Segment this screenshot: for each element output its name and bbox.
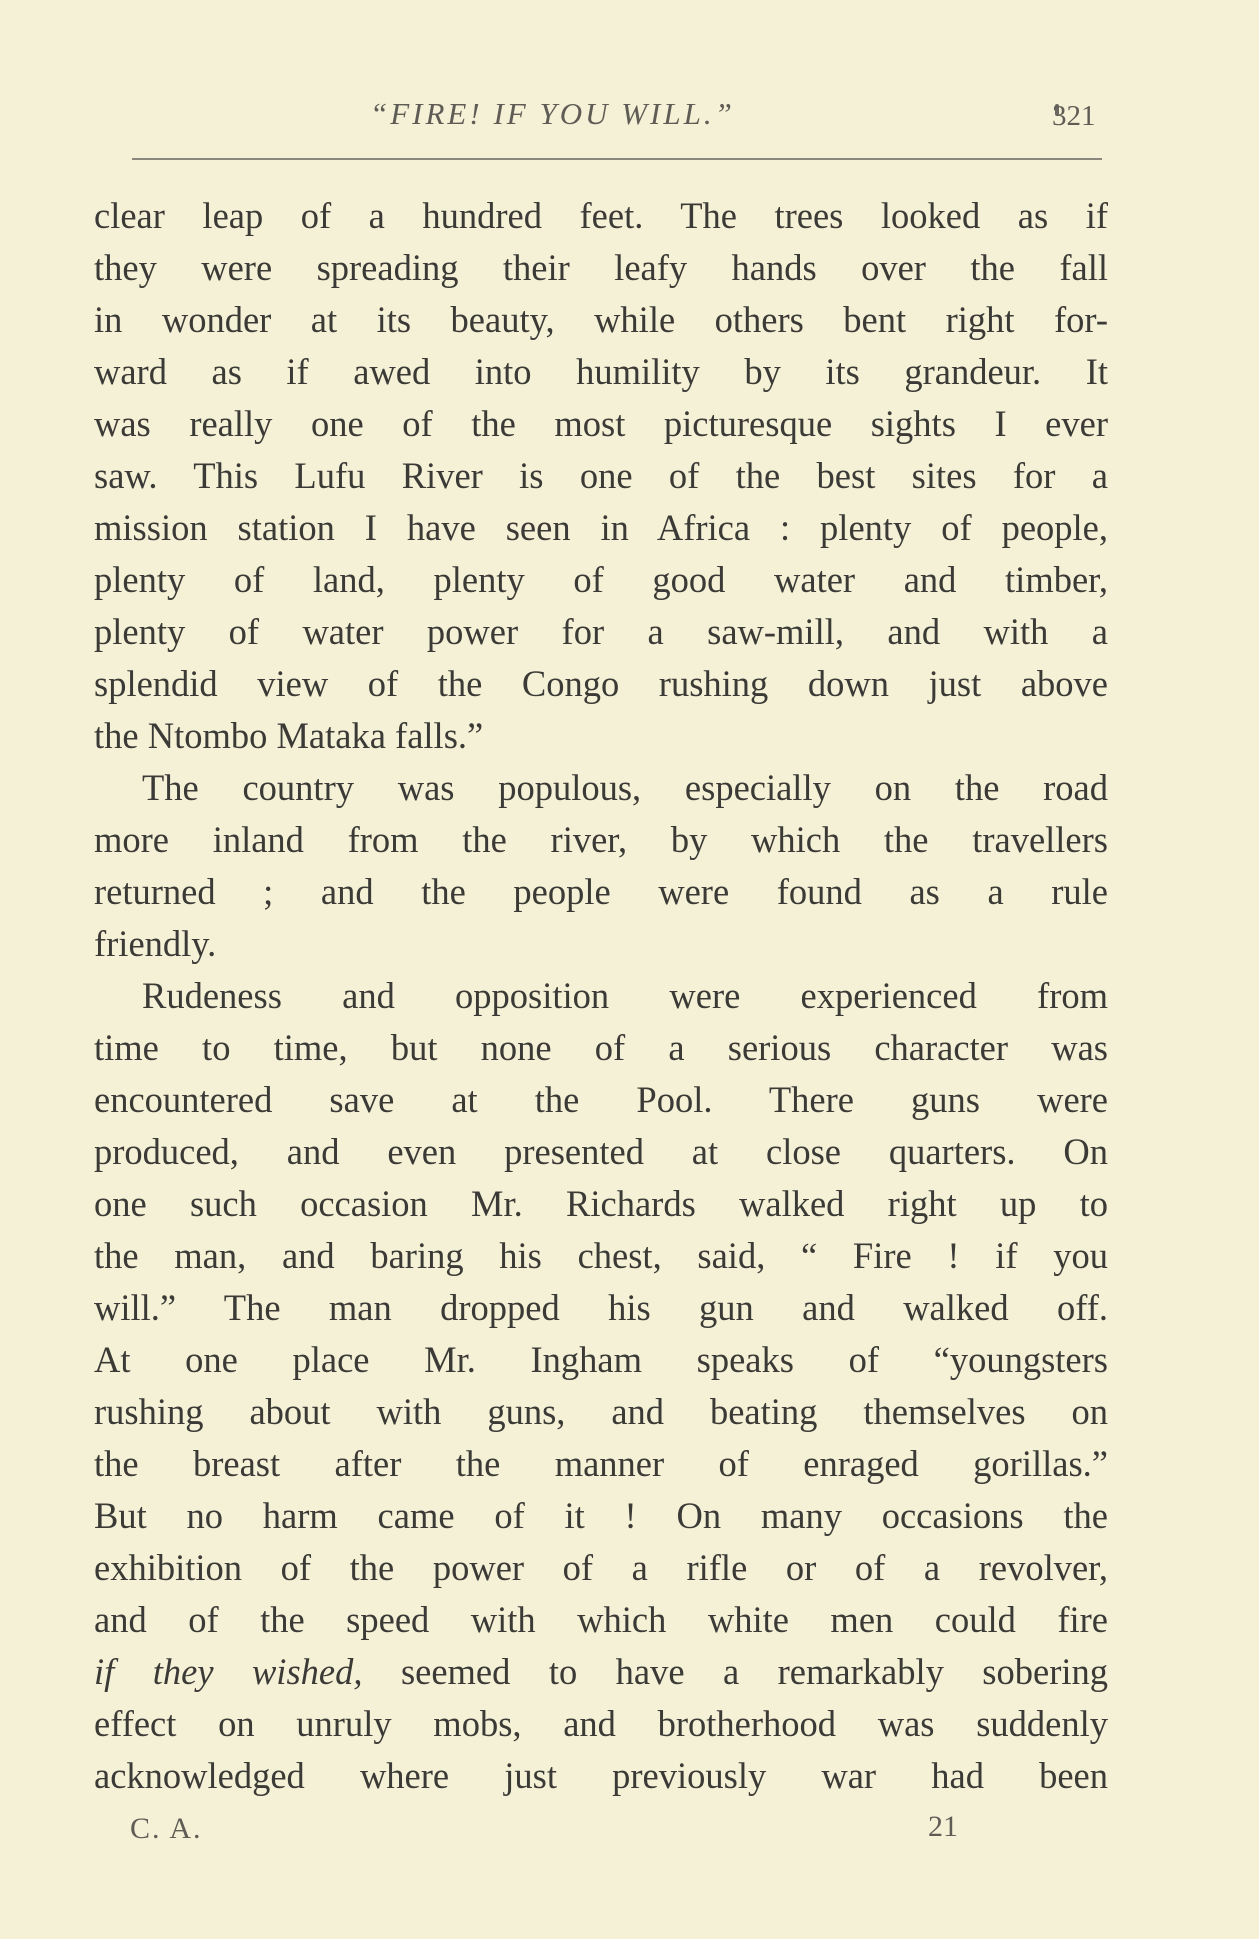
text-line: rushing about with guns, and beating themselves on bbox=[94, 1391, 1108, 1432]
paragraph-start: The country was populous, especially on the road bbox=[142, 767, 1108, 808]
line-remainder: seemed to have a remarkably sobering bbox=[400, 1651, 1108, 1692]
text-line: the man, and baring his chest, said, “ Fire ! if you bbox=[94, 1235, 1108, 1276]
header-rule bbox=[132, 158, 1102, 160]
text-line: was really one of the most picturesque sights I ever bbox=[94, 403, 1108, 444]
gathering-number: 21 bbox=[928, 1810, 958, 1843]
text-line: time to time, but none of a serious character was bbox=[94, 1027, 1108, 1068]
text-line: the breast after the manner of enraged gorillas.” bbox=[94, 1443, 1108, 1484]
text-line: encountered save at the Pool. There guns were bbox=[94, 1079, 1108, 1120]
text-line: produced, and even presented at close quarters. On bbox=[94, 1131, 1108, 1172]
text-line: they were spreading their leafy hands over the fall bbox=[94, 247, 1108, 288]
paragraph-start: Rudeness and opposition were experienced from bbox=[142, 975, 1108, 1016]
page-number: 321 bbox=[1052, 100, 1096, 132]
text-line: splendid view of the Congo rushing down just above bbox=[94, 663, 1108, 704]
text-line: acknowledged where just previously war had been bbox=[94, 1755, 1108, 1796]
text-line: friendly. bbox=[94, 923, 217, 964]
text-line: returned ; and the people were found as a rule bbox=[94, 871, 1108, 912]
text-line: At one place Mr. Ingham speaks of “youngsters bbox=[94, 1339, 1108, 1380]
text-line: more inland from the river, by which the travellers bbox=[94, 819, 1108, 860]
text-line: the Ntombo Mataka falls.” bbox=[94, 715, 484, 756]
text-line: effect on unruly mobs, and brotherhood was suddenly bbox=[94, 1703, 1108, 1744]
italic-phrase: if they wished, bbox=[94, 1651, 363, 1692]
text-line: mission station I have seen in Africa : plenty of people, bbox=[94, 507, 1108, 548]
text-line-with-italic bbox=[94, 1646, 1108, 1698]
text-line: one such occasion Mr. Richards walked right up to bbox=[94, 1183, 1108, 1224]
text-line: clear leap of a hundred feet. The trees looked as if bbox=[94, 195, 1108, 236]
signature-mark: C. A. bbox=[130, 1812, 203, 1845]
text-line: ward as if awed into humility by its grandeur. It bbox=[94, 351, 1108, 392]
text-line: plenty of water power for a saw-mill, and with a bbox=[94, 611, 1108, 652]
text-line: exhibition of the power of a rifle or of a revolver, bbox=[94, 1547, 1108, 1588]
text-line: plenty of land, plenty of good water and timber, bbox=[94, 559, 1108, 600]
text-line: and of the speed with which white men could fire bbox=[94, 1599, 1108, 1640]
text-line: in wonder at its beauty, while others bent right for- bbox=[94, 299, 1108, 340]
running-title: “FIRE! IF YOU WILL.” bbox=[370, 96, 735, 131]
body-text bbox=[94, 190, 1108, 1802]
text-line: saw. This Lufu River is one of the best sites for a bbox=[94, 455, 1108, 496]
running-head bbox=[0, 96, 1259, 140]
text-line: But no harm came of it ! On many occasions the bbox=[94, 1495, 1108, 1536]
page-footer bbox=[0, 1812, 1259, 1852]
text-line: will.” The man dropped his gun and walked off. bbox=[94, 1287, 1108, 1328]
